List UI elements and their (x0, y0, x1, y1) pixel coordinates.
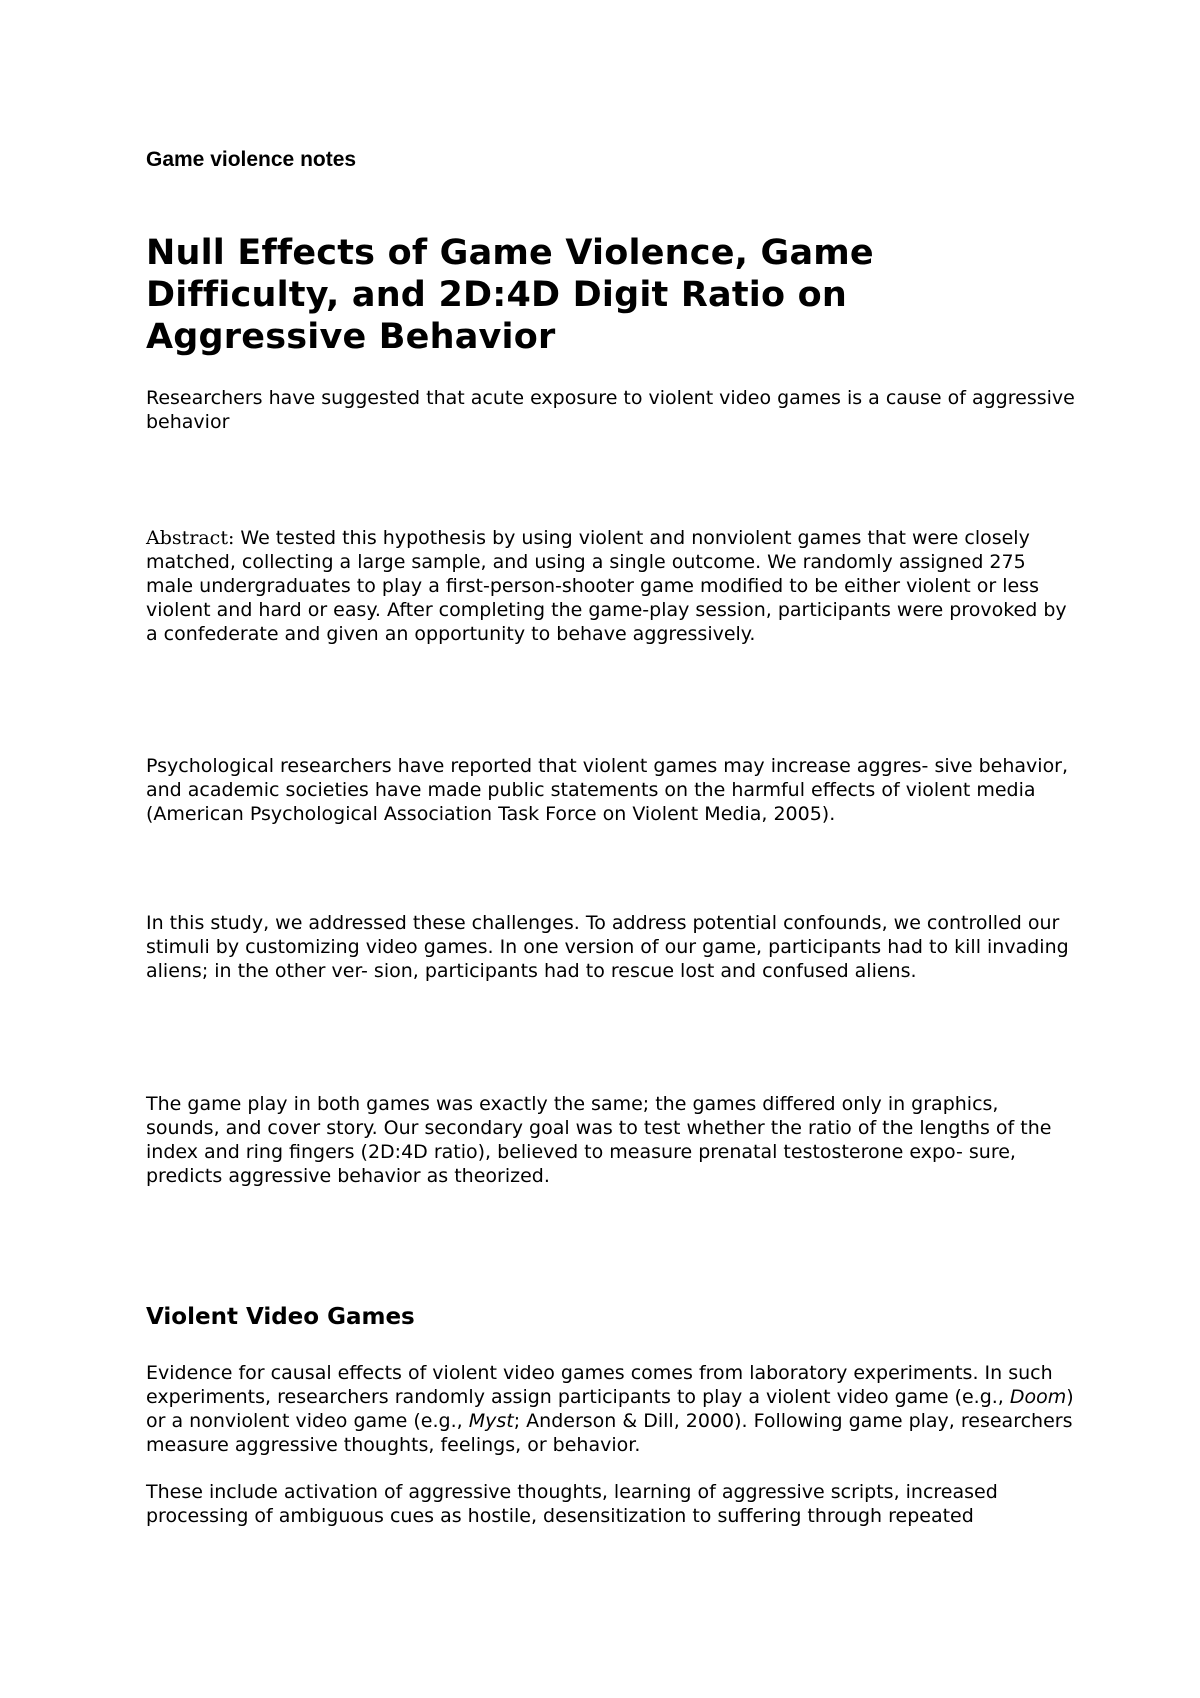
document-label: Game violence notes (146, 148, 357, 171)
abstract-paragraph (146, 526, 1076, 646)
section-heading: Violent Video Games (146, 1304, 415, 1330)
game-title-myst: Myst (468, 1410, 514, 1432)
document-title: Null Effects of Game Violence, Game Difficulty, and 2D:4D Digit Ratio on Aggressive Behavior (146, 233, 874, 357)
psychological-researchers-paragraph: Psychological researchers have reported that violent games may increase aggres- sive behavior, and academic societies have made public statements on the harmful effects of violent media (American Psychological Association Task Force on Violent Media, 2005). (146, 755, 1069, 825)
evidence-text-part2: ) or a nonviolent video game (e.g., (146, 1386, 1074, 1432)
evidence-text-part3: ; Anderson & Dill, 2000). Following game play, researchers measure aggressive thoughts, feelings, or behavior. (146, 1410, 1073, 1456)
intro-paragraph: Researchers have suggested that acute exposure to violent video games is a cause of aggressive behavior (146, 387, 1075, 433)
mechanisms-paragraph: These include activation of aggressive thoughts, learning of aggressive scripts, increased processing of ambiguous cues as hostile, desensitization to suffering through repeated (146, 1481, 998, 1527)
evidence-text-part1: Evidence for causal effects of violent video games comes from laboratory experiments. In such experiments, researchers randomly assign participants to play a violent video game (e.g., (146, 1362, 1053, 1408)
evidence-paragraph (146, 1361, 1076, 1457)
abstract-label: Abstract: (146, 527, 235, 549)
game-title-doom: Doom (1009, 1386, 1067, 1408)
abstract-text: We tested this hypothesis by using violent and nonviolent games that were closely matched, collecting a large sample, and using a single outcome. We randomly assigned 275 male undergraduates to play a first-person-shooter game modified to be either violent or less violent and hard or easy. After completing the game-play session, participants were provoked by a confederate and given an opportunity to behave aggressively. (146, 527, 1067, 645)
study-paragraph: In this study, we addressed these challenges. To address potential confounds, we controlled our stimuli by customizing video games. In one version of our game, participants had to kill invading aliens; in the other ver- sion, participants had to rescue lost and confused aliens. (146, 912, 1069, 982)
game-play-paragraph: The game play in both games was exactly the same; the games differed only in graphics, sounds, and cover story. Our secondary goal was to test whether the ratio of the lengths of the index and ring fingers (2D:4D ratio), believed to measure prenatal testosterone expo- sure, predicts aggressive behavior as theorized. (146, 1093, 1052, 1187)
